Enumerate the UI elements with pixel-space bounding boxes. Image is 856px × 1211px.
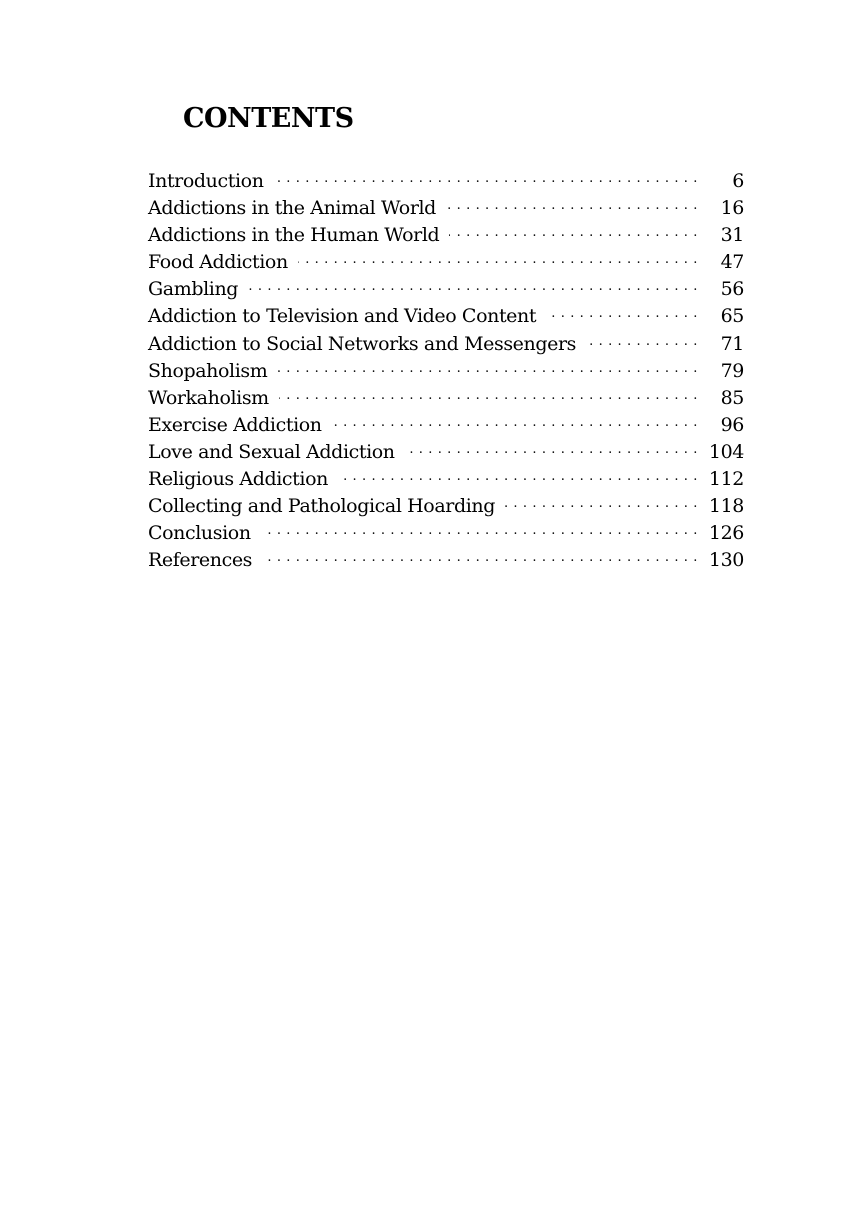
toc-entry[interactable] xyxy=(148,167,744,194)
toc-dot-leader xyxy=(546,302,698,322)
toc-dot-leader xyxy=(405,438,698,458)
toc-entry[interactable] xyxy=(148,465,744,492)
toc-page-number: 79 xyxy=(720,359,744,382)
toc-entry[interactable] xyxy=(148,411,744,438)
toc-page-number: 16 xyxy=(720,197,744,220)
toc-entry-title: Workaholism xyxy=(148,386,269,409)
toc-entry-title: Addictions in the Animal World xyxy=(148,197,436,220)
toc-entry-title: Gambling xyxy=(148,278,239,301)
toc-entry[interactable] xyxy=(148,275,744,302)
toc-page-number: 112 xyxy=(708,468,744,491)
toc-entry[interactable] xyxy=(148,519,744,546)
toc-page-number: 56 xyxy=(720,278,744,301)
toc-entry[interactable] xyxy=(148,492,744,519)
table-of-contents xyxy=(148,167,744,573)
toc-dot-leader xyxy=(298,248,698,268)
toc-entry[interactable] xyxy=(148,248,744,275)
page-title: CONTENTS xyxy=(183,103,354,134)
toc-entry-title: Addictions in the Human World xyxy=(148,224,440,247)
toc-dot-leader xyxy=(277,357,698,377)
toc-dot-leader xyxy=(446,194,698,214)
toc-entry[interactable] xyxy=(148,546,744,573)
toc-entry[interactable] xyxy=(148,357,744,384)
toc-entry-title: Exercise Addiction xyxy=(148,413,322,436)
toc-page-number: 71 xyxy=(720,332,744,355)
toc-entry-title: Religious Addiction xyxy=(148,468,328,491)
toc-dot-leader xyxy=(586,330,698,350)
toc-entry-title: Conclusion xyxy=(148,522,251,545)
toc-entry[interactable] xyxy=(148,384,744,411)
toc-dot-leader xyxy=(332,411,698,431)
toc-entry-title: Addiction to Social Networks and Messengers xyxy=(148,332,577,355)
toc-page-number: 31 xyxy=(720,224,744,247)
toc-page-number: 104 xyxy=(708,440,744,463)
toc-entry[interactable] xyxy=(148,194,744,221)
toc-dot-leader xyxy=(505,492,698,512)
toc-page-number: 130 xyxy=(708,549,744,572)
toc-entry-title: Shopaholism xyxy=(148,359,268,382)
toc-entry[interactable] xyxy=(148,330,744,357)
toc-page-number: 126 xyxy=(708,522,744,545)
toc-entry-title: Love and Sexual Addiction xyxy=(148,440,395,463)
toc-page-number: 118 xyxy=(708,495,744,518)
toc-page-number: 47 xyxy=(720,251,744,274)
toc-entry[interactable] xyxy=(148,438,744,465)
toc-entry[interactable] xyxy=(148,221,744,248)
toc-entry-title: Addiction to Television and Video Content xyxy=(148,305,537,328)
toc-page-number: 85 xyxy=(720,386,744,409)
toc-dot-leader xyxy=(248,275,698,295)
toc-page-number: 6 xyxy=(732,170,744,192)
toc-entry[interactable] xyxy=(148,302,744,329)
toc-dot-leader xyxy=(274,167,698,187)
toc-entry-title: Food Addiction xyxy=(148,251,288,274)
toc-dot-leader xyxy=(449,221,698,241)
toc-dot-leader xyxy=(279,384,698,404)
toc-dot-leader xyxy=(261,519,698,539)
toc-dot-leader xyxy=(338,465,698,485)
toc-entry-title: Introduction xyxy=(148,170,264,192)
toc-dot-leader xyxy=(262,546,698,566)
toc-page-number: 65 xyxy=(720,305,744,328)
toc-entry-title: References xyxy=(148,549,253,572)
toc-entry-title: Collecting and Pathological Hoarding xyxy=(148,495,495,518)
toc-page-number: 96 xyxy=(720,413,744,436)
